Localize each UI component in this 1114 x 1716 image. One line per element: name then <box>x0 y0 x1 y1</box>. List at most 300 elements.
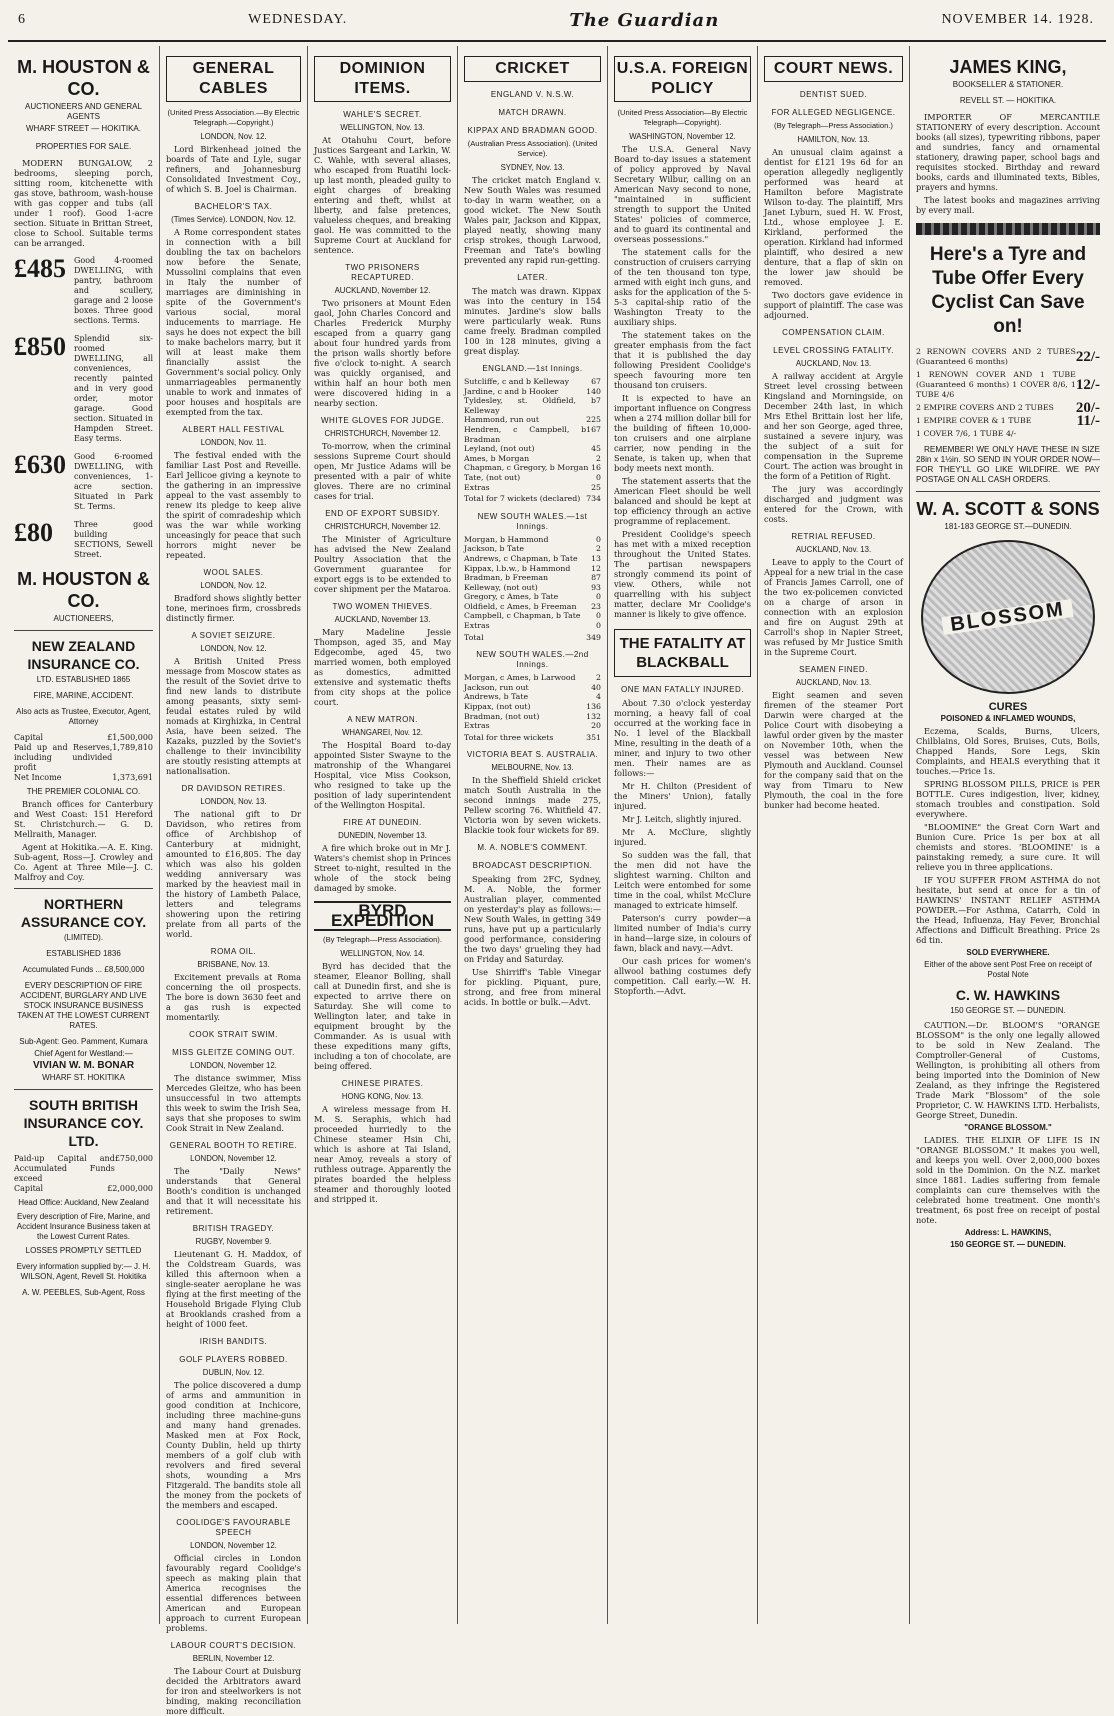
address-line: Address: L. HAWKINS, <box>964 1228 1052 1237</box>
score-row <box>464 396 601 415</box>
dominion-heading: DOMINION ITEMS. <box>314 56 451 102</box>
batsman: Campbell, c Chapman, b Tate <box>464 611 581 621</box>
score-row <box>464 473 601 483</box>
runs: 87 <box>591 573 601 583</box>
story-heading: BACHELOR'S TAX. <box>194 202 273 211</box>
story-heading: ALBERT HALL FESTIVAL <box>182 425 285 434</box>
offer-row <box>916 370 1100 400</box>
king-title: JAMES KING, <box>949 57 1067 77</box>
ladies-ad: LADIES. THE ELIXIR OF LIFE IS IN "ORANGE BLOSSOM." It makes you well, and keeps you well. Over 2,000,000 boxes sold in the Dominion. On the N.Z. market since 1881. Ladies suffering from female complaints can cure themselves with the celebrated home treatment. One month's treatment, 6s post free on receipt of postal note. <box>916 1135 1100 1225</box>
paragraph: About 7.30 o'clock yesterday morning, a heavy fall of coal occurred at the working face in No. 1 level of the Blackball Mine, resulting in the death of a miner, and injury to two other men. Their names are as follows:— <box>614 698 751 778</box>
paragraph: The statement asserts that the American Fleet should be well balanced and should be kept at top efficiency through an active programme of replacement. <box>614 476 751 526</box>
total-label: Total for three wickets <box>464 732 554 742</box>
batsman: Sutcliffe, c and b Kelleway <box>464 377 569 386</box>
score-row <box>464 573 601 583</box>
batsman: Hammond, run out <box>464 415 539 425</box>
cricket-h2: MATCH DRAWN. <box>498 108 567 117</box>
cricket-body-2: The match was drawn. Kippax was into the century in 154 minutes. Jardine's slow balls were particularly weak. Runs came freely. Bradman compiled 100 in 128 minutes, giving a great display. <box>464 286 601 356</box>
cures-body: Eczema, Scalds, Burns, Ulcers, Chilblains, Old Sores, Bruises, Cuts, Boils, Chapped Hands, Sore Legs, Skin Complaints, and HEALS everything that it touches.—Price 1s. <box>916 726 1100 776</box>
branch-offices: Branch offices for Canterbury and West Coast: 151 Hereford St. Christchurch.— G. D. Mellraith, Manager. <box>14 799 153 839</box>
paragraph: Paterson's curry powder—a limited number of India's curry in hand—large size, in colours of fawn, black and navy.—Advt. <box>614 913 751 953</box>
bungalow-ad: MODERN BUNGALOW, 2 bedrooms, sleeping porch, sitting room, kitchenette with gas stove, bathroom, wash-house with gas copper and tubs (all under 1 roof). Good 1-acre section. Situate in Brittan Street, close to School. Suitable terms can be arranged. <box>14 158 153 248</box>
northern-funds: Accumulated Funds ... £8,500,000 <box>22 965 145 974</box>
financial-label: Capital <box>14 1184 44 1193</box>
batsman: Andrews, c Chapman, b Tate <box>464 553 578 563</box>
column-court-news <box>758 46 910 1624</box>
divider <box>916 491 1100 492</box>
story-heading: WAHLE'S SECRET. <box>343 110 422 119</box>
byrd-credit: (By Telegraph—Press Association). <box>323 935 442 944</box>
compensation-heading: COMPENSATION CLAIM. <box>782 328 885 337</box>
cures-title: CURES <box>988 701 1028 713</box>
runs: 16 <box>591 463 601 473</box>
northern-wharf: WHARF ST. HOKITIKA <box>42 1073 125 1082</box>
runs: 12 <box>591 563 601 573</box>
masthead-date: NOVEMBER 14. 1928. <box>941 12 1094 27</box>
story-body: The Labour Court at Duisburg decided the Arbitrators award for iron and steelworkers is not binding, making reconciliation more difficult. <box>166 1666 301 1716</box>
houston-line1: AUCTIONEERS AND GENERAL AGENTS <box>25 102 142 121</box>
houston-title-2: M. HOUSTON & CO. <box>17 569 150 611</box>
batsman: Tyldesley, st. Oldfield, b Kelleway <box>464 396 597 415</box>
property-text: Splendid six-roomed DWELLING, all conveniences, recently painted and in very good order, motor garage. Good section. Situated in Hampden Street. Easy terms. <box>74 334 153 443</box>
paragraph: The statement calls for the construction of cruisers carrying of the ten thousand ton type, armed with eight inch guns, and asks for the application of the 5-5-3 capital-ship ratio of the Washington Treaty to the auxiliary ships. <box>614 247 751 327</box>
batsman: Extras <box>464 482 490 492</box>
score-row <box>464 387 601 397</box>
story-heading: END OF EXPORT SUBSIDY. <box>325 509 440 518</box>
byrd-date: WELLINGTON, Nov. 14. <box>340 949 425 958</box>
score-row <box>464 712 601 722</box>
court-body: An unusual claim against a dentist for £121 19s 6d for an operation allegedly negligently performed was heard at Hamilton before Magistrate Wilson to-day. The plaintiff, Mrs Janet Lyburn, sued H. W. Frost, Ltd., whose employee J. E. Kirkland, performed the operation. Kirkland had informed plaintiff, who desired a new denture, that a flap of skin on the lower jaw should be removed. <box>764 147 903 287</box>
paragraph: So sudden was the fall, that the men did not have the slightest warning. Chilton and Leitch were entombed for some time in the coal, whilst McClure managed to extricate himself. <box>614 850 751 910</box>
offer-row <box>916 429 1100 439</box>
runs: 0 <box>596 621 601 631</box>
financial-row <box>14 743 153 773</box>
nsw-second-heading: NEW SOUTH WALES.—2nd Innings. <box>476 650 589 670</box>
england-scorecard <box>464 377 601 492</box>
financial-value: £2,000,000 <box>107 1184 153 1193</box>
byrd-body: Byrd has decided that the steamer, Eleanor Bolling, shall call at Dunedin first, and she is expected to arrive there on Saturday. She will come to Wellington later, and take in equipment brought by the Commander. As is usual with these expeditions many gifts, including a ton of chocolate, are being offered. <box>314 961 451 1071</box>
court-h2: FOR ALLEGED NEGLIGENCE. <box>771 108 896 117</box>
score-row <box>464 583 601 593</box>
nsw-total <box>464 633 601 643</box>
compensation-body: A railway accident at Argyle Street level crossing between Kingsland and Morningside, on December 24th last, in which Mrs Ethel Brittain lost her life, and her son George, aged three, sustained a severe injury, was the subject of a suit for compensation in the Supreme Court. The action was brought in the form of a Petition of Right. <box>764 371 903 481</box>
column-cricket <box>458 46 608 1624</box>
cricket-h1: ENGLAND V. N.S.W. <box>490 90 575 99</box>
batsman: Kippax, (not out) <box>464 702 531 712</box>
northern-subagent: Sub-Agent: Geo. Pamment, Kumara <box>19 1037 148 1046</box>
seamen-body: Eight seamen and seven firemen of the steamer Port Darwin were charged at the Police Court with disobeying a lawful order given by the master on November 10th, when the vessel was between New Plymouth and Auckland. Counsel for the company said that on the way from Timaru to New Plymouth, the coal in the fore bunker had become heated. <box>764 690 903 810</box>
batsman: Chapman, c Gregory, b Morgan <box>464 463 589 473</box>
south-british-head: Head Office: Auckland, New Zealand <box>18 1198 149 1207</box>
property-list <box>14 256 153 560</box>
runs: 0 <box>596 472 601 482</box>
score-row <box>464 554 601 564</box>
king-addr: REVELL ST. — HOKITIKA. <box>959 96 1057 105</box>
batsman: Andrews, b Tate <box>464 692 529 702</box>
story-body: Two prisoners at Mount Eden gaol, John Charles Concord and Charles Frederick Murphy escaped from a quarry gang about four hundred yards from the prison walls shortly before five o'clock to-night. A search was quickly organised, and within half an hour both men were discovered hiding in a nearby section. <box>314 298 451 408</box>
hawkins-title: C. W. HAWKINS <box>955 987 1061 1003</box>
batsman: Bradman, b Freeman <box>464 573 549 583</box>
financial-row <box>14 733 153 743</box>
paragraph: Mr J. Leitch, slightly injured. <box>622 814 742 824</box>
story-heading: IRISH BANDITS. <box>199 1337 268 1346</box>
story-body: Excitement prevails at Roma concerning the oil prospects. The bore is down 3630 feet and a gas rush is expected momentarily. <box>166 972 301 1022</box>
court-heading: COURT NEWS. <box>764 56 903 82</box>
batsman: Kelleway, (not out) <box>464 582 538 592</box>
retrial-date: AUCKLAND, Nov. 13. <box>795 545 872 554</box>
story-heading: WHITE GLOVES FOR JUDGE. <box>320 416 445 425</box>
columns <box>8 46 1106 1716</box>
hawkins-addr: 150 GEORGE ST. — DUNEDIN. <box>950 1006 1066 1015</box>
property-text: Good 4-roomed DWELLING, with pantry, bathroom and scullery, garage and 2 loose boxes. Three good sections. Terms. <box>74 256 153 325</box>
south-british-title: SOUTH BRITISH INSURANCE COY. LTD. <box>23 1097 144 1149</box>
story-dateline: LONDON, Nov. 13. <box>200 797 267 806</box>
story-body: Mary Madeline Jessie Thompson, aged 35, and May Edgecombe, aged 45, two married women, both employed as domestics, admitted extensive and systematic thefts from city shops at the police court. <box>314 627 451 707</box>
story-body: The "Daily News" understands that General Booth's condition is unchanged and that it will necessitate his retirement. <box>166 1166 301 1216</box>
batsman: Leyland, (not out) <box>464 444 535 454</box>
address-line-2: 150 GEORGE ST. — DUNEDIN. <box>950 1240 1066 1249</box>
offer-text: 1 COVER 7/6, 1 TUBE 4/- <box>916 429 1017 438</box>
story-dateline: WELLINGTON, Nov. 13. <box>340 123 425 132</box>
total-label: Total for 7 wickets (declared) <box>464 494 581 504</box>
usa-credit: (United Press Association—By Electric Telegraph—Copyright). <box>617 108 748 127</box>
story-dateline: DUNEDIN, November 13. <box>338 831 427 840</box>
court-credit: (By Telegraph—Press Association.) <box>774 121 893 130</box>
runs: 2 <box>596 673 601 683</box>
masthead <box>0 2 1114 38</box>
nz-insurance-est: LTD. ESTABLISHED 1865 <box>36 675 131 684</box>
cricket-later: LATER. <box>517 273 548 282</box>
top-rule <box>8 40 1106 42</box>
scott-title: W. A. SCOTT & SONS <box>916 499 1100 519</box>
south-british-losses: LOSSES PROMPTLY SETTLED <box>25 1246 142 1255</box>
story-heading: COOLIDGE'S FAVOURABLE SPEECH <box>176 1518 291 1537</box>
masthead-day: WEDNESDAY. <box>248 12 348 27</box>
paragraph: President Coolidge's speech has met with a mixed reception throughout the United States. The partisan newspapers strongly commend its point of view. Others, while not quarrelling with his subject matter, declare Mr Coolidge's manner is likely to give offence. <box>614 529 751 619</box>
divider <box>14 630 153 631</box>
property-text: Three good building SECTIONS, Sewell Street. <box>74 520 153 559</box>
dominion-list <box>314 110 451 893</box>
runs: 225 <box>586 415 601 425</box>
paragraph: Mr A. McClure, slightly injured. <box>614 827 751 847</box>
batsman: Morgan, c Ames, b Larwood <box>464 673 576 683</box>
retrial-heading: RETRIAL REFUSED. <box>791 532 876 541</box>
houston-line2: WHARF STREET — HOKITIKA. <box>26 124 141 133</box>
houston-line3: PROPERTIES FOR SALE. <box>35 142 132 151</box>
story-dateline: LONDON, Nov. 11. <box>200 438 267 447</box>
score-row <box>464 377 601 387</box>
nz-insurance-acts: Also acts as Trustee, Executor, Agent, Attorney <box>16 707 151 726</box>
score-row <box>464 592 601 602</box>
usa-heading: U.S.A. FOREIGN POLICY <box>614 56 751 102</box>
batsman: Ames, b Morgan <box>464 453 530 463</box>
either-post-free: Either of the above sent Post Free on receipt of Postal Note <box>924 960 1092 979</box>
score-row <box>464 692 601 702</box>
story-dateline: BERLIN, November 12. <box>192 1654 275 1663</box>
byrd-heading: BYRD EXPEDITION <box>314 901 451 931</box>
fatality-paragraphs <box>614 698 751 996</box>
column-usa-policy <box>608 46 758 1624</box>
pirates-date: HONG KONG, Nov. 13. <box>341 1092 424 1101</box>
score-row <box>464 602 601 612</box>
financial-label: Paid up and Reserves, including undivided profit <box>14 743 113 772</box>
financial-label: Paid-up Capital and Accumulated Funds exceed <box>14 1154 115 1183</box>
south-british-peebles: A. W. PEEBLES, Sub-Agent, Ross <box>22 1288 145 1297</box>
vinegar-advt: Use Shirriff's Table Vinegar for pickling. Piquant, pure, strong, and free from mineral acids. In bottle or bulk.—Advt. <box>464 967 601 1008</box>
score-row <box>464 564 601 574</box>
runs: 140 <box>586 386 601 396</box>
paragraph: It is expected to have an important influence on Congress when a 274 million dollar bill for the building of fifteen 10,000-ton cruisers and one airplane carrier, now pending in the Senate, is taken up, when that body meets next month. <box>614 393 751 473</box>
noble-sub: BROADCAST DESCRIPTION. <box>472 861 593 871</box>
financial-label: Capital <box>14 733 44 742</box>
story-body: A fire which broke out in Mr J. Waters's chemist shop in Princes Street to-night, resulted in the whole of the stock being damaged by smoke. <box>314 843 451 893</box>
victoria-date: MELBOURNE, Nov. 13. <box>491 763 574 773</box>
general-cables-heading: GENERAL CABLES <box>166 56 301 102</box>
total-runs: 349 <box>586 632 601 642</box>
paragraph: The U.S.A. General Navy Board to-day issues a statement of policy approved by Naval Secretary Wilbur, calling on an American Navy second to none, "maintained in sufficient strength to support the United States' policies of commerce, and to guard its continental and overseas possessions." <box>614 144 751 244</box>
story-dateline: LONDON, November 12. <box>190 1061 277 1070</box>
northern-ltd: (LIMITED). <box>63 933 104 942</box>
court-h1: DENTIST SUED. <box>799 90 868 99</box>
runs: 0 <box>596 611 601 621</box>
runs: 13 <box>591 553 601 563</box>
divider <box>14 888 153 889</box>
compensation-date: AUCKLAND, Nov. 13. <box>795 359 872 368</box>
orange-blossom-title: "ORANGE BLOSSOM." <box>964 1123 1052 1132</box>
runs: 136 <box>586 702 601 712</box>
offer-text: 1 RENOWN COVER AND 1 TUBE (Guaranteed 6 months) 1 COVER 8/6, 1 TUBE 4/6 <box>916 370 1076 399</box>
score-row <box>464 721 601 731</box>
batsman: Oldfield, c Ames, b Freeman <box>464 601 577 611</box>
retrial-body: Leave to apply to the Court of Appeal for a new trial in the case of Francis James Carroll, one of the two ex-policemen convicted on a charge of arson in connection with an explosion and fire on August 29th at Carroll's shop in Napier Street, was refused by Mr Justice Smith in the Supreme Court. <box>764 557 903 657</box>
usa-date: WASHINGTON, November 12. <box>629 132 736 141</box>
story-heading: COOK STRAIT SWIM. <box>189 1030 278 1039</box>
victoria-body: In the Sheffield Shield cricket match South Australia in the second innings made 275, Pellew scoring 76. Whitfield 47. Victoria won by seven wickets. Blackie took four wickets for 89. <box>464 775 601 836</box>
paragraph: Mr H. Chilton (President of the Miners' Union), fatally injured. <box>614 781 751 811</box>
king-sub: BOOKSELLER & STATIONER. <box>952 80 1064 89</box>
offer-text: 1 EMPIRE COVER & 1 TUBE <box>916 416 1032 425</box>
runs: 0 <box>596 534 601 544</box>
runs: 2 <box>596 544 601 554</box>
south-british-info: Every information supplied by:— J. H. WILSON, Agent, Revell St. Hokitika <box>16 1262 151 1281</box>
cricket-credit: (Australian Press Association). (United Service). <box>467 139 598 158</box>
seamen-date: AUCKLAND, Nov. 13. <box>795 678 872 687</box>
south-british-financials <box>14 1154 153 1194</box>
story-dateline: CHRISTCHURCH, November 12. <box>324 429 441 438</box>
story-body: The Minister of Agriculture has advised the New Zealand Poultry Association that the Government guarantee for export eggs is to be extended to cover shipment per the Mataroa. <box>314 534 451 594</box>
northern-title: NORTHERN ASSURANCE COY. <box>20 896 147 930</box>
score-row <box>464 702 601 712</box>
runs: 25 <box>591 482 601 492</box>
paragraph: The statement takes on the greater emphasis from the fact that it is published the day following President Coolidge's speech favouring more ten thousand ton cruisers. <box>614 330 751 390</box>
batsman: Extras <box>464 721 490 731</box>
story-body: At Otahuhu Court, before Justices Sargeant and Larkin, W. C. Wahle, with several aliases, who escaped from Ruatihi lock-up last month, pleaded guilty to eight charges of breaking entering and theft, whilst at liberty, and false pretences, valueless cheques, and breaking gaol. He was committed to the Supreme Court at Auckland for sentence. <box>314 135 451 255</box>
runs: 45 <box>591 444 601 454</box>
story-dateline: LONDON, Nov. 12. <box>200 644 267 653</box>
story-heading: A SOVIET SEIZURE. <box>191 631 276 640</box>
column-general-cables <box>160 46 308 1716</box>
total-runs: 734 <box>586 494 601 504</box>
nsw-scorecard <box>464 535 601 631</box>
divider <box>14 1089 153 1090</box>
column-ads-houston <box>8 46 160 1624</box>
tyre-offers <box>916 347 1100 439</box>
court-body-2: Two doctors gave evidence in support of plaintiff. The case was adjourned. <box>764 290 903 320</box>
score-row <box>464 673 601 683</box>
financial-row <box>14 1154 153 1184</box>
offer-price: 22/- <box>1075 349 1100 365</box>
king-body: IMPORTER OF MERCANTILE STATIONERY of every description. Account books (all sizes), typewriting ribbons, paper and sundries, fancy and ornamental stationery, drawing paper, school bags and requisites stocked. Birthday and reward books, cards and illuminated texts, Bibles, prayers and hymns. <box>916 112 1100 192</box>
paragraph: Our cash prices for women's allwool bathing costumes defy competition. Call early.—W. H. Stopforth.—Advt. <box>614 956 751 996</box>
story-heading: TWO PRISONERS RECAPTURED. <box>345 263 420 282</box>
financial-value: 1,789,810 <box>112 743 153 752</box>
nsw-second-scorecard <box>464 673 601 731</box>
story-body: To-morrow, when the criminal sessions Supreme Court should open, Mr Justice Adams will be presented with a pair of white gloves. There are no criminal cases for trial. <box>314 441 451 501</box>
nz-insurance-title: NEW ZEALAND INSURANCE CO. <box>27 638 140 672</box>
runs: 40 <box>591 682 601 692</box>
seal-text: BLOSSOM <box>942 599 1074 635</box>
runs: 67 <box>591 377 601 386</box>
northern-desc: EVERY DESCRIPTION OF FIRE ACCIDENT, BURGLARY AND LIVE STOCK INSURANCE BUSINESS TAKEN AT THE LOWEST CURRENT RATES. <box>17 981 150 1030</box>
batsman: Jardine, c and b Hooker <box>464 386 559 396</box>
offer-row <box>916 413 1100 429</box>
england-innings-heading: ENGLAND.—1st Innings. <box>482 364 583 373</box>
financial-value: £750,000 <box>114 1154 153 1163</box>
king-mail: The latest books and magazines arriving by every mail. <box>916 195 1100 215</box>
runs: 167 <box>586 424 601 434</box>
story-dateline: DUBLIN, Nov. 12. <box>202 1368 265 1377</box>
pirates-heading: CHINESE PIRATES. <box>341 1079 424 1088</box>
story-dateline: AUCKLAND, November 12. <box>334 286 431 295</box>
score-row <box>464 621 601 631</box>
court-date: HAMILTON, Nov. 13. <box>797 135 870 144</box>
property-item <box>14 520 153 560</box>
noble-heading: M. A. NOBLE'S COMMENT. <box>477 843 588 853</box>
story-dateline: WHANGAREI, Nov. 12. <box>342 728 423 737</box>
story-body: A Rome correspondent states in connection with a bill doubling the tax on bachelors now before the Senate, Mussolini complains that even in Italy the number of marriages are diminishing in spite of the Government's various social, moral inducements to marriage. He says he does not expect the bill to make bachelors marry, but it will at least make them financially assist the Government's social policy. Only unmarriageables permanently unable to work and inmates of poor houses and hospitals are exempted from the tax. <box>166 227 301 417</box>
batsman: Extras <box>464 621 490 631</box>
story-heading: ROMA OIL. <box>210 947 257 956</box>
runs: 4 <box>596 692 601 702</box>
paper-title: The Guardian <box>569 9 720 31</box>
story-heading: LABOUR COURT'S DECISION. <box>170 1641 297 1650</box>
usa-paragraphs <box>614 144 751 619</box>
property-item <box>14 452 153 512</box>
story-heading: A NEW MATRON. <box>347 715 418 724</box>
northern-chief: Chief Agent for Westland:— <box>34 1049 133 1058</box>
story-body: Lieutenant G. H. Maddox, of the Coldstream Guards, was killed this afternoon when a single-seater aeroplane he was flying at the first meeting of the Household Brigade Flying Club at Brooklands crashed from a height of 1000 feet. <box>166 1249 301 1329</box>
runs: 0 <box>596 592 601 602</box>
story-dateline: CHRISTCHURCH, November 12. <box>324 522 441 531</box>
property-item <box>14 334 153 444</box>
pirates-body: A wireless message from H. M. S. Seraphis, which had proceeded hurriedly to the Chinese steamer Hsin Chi, which is ashore at Tai Island, near Amoy, reveals a story of ruthless outrage. Apparently the pirates boarded the helpless steamer and thoroughly looted and stripped it. <box>314 1104 451 1204</box>
story-body: The festival ended with the familiar Last Post and Reveille. Earl Jellicoe giving a keynote to the gathering in an impressive appeal to the vast assembly to renew its pledge to keep alive the spirit of comradeship which was the war while working unceasingly for peace that such horrors might never be repeated. <box>166 450 301 560</box>
offer-row <box>916 400 1100 416</box>
column-dominion-items <box>308 46 458 1624</box>
story-heading: BRITISH TRAGEDY. <box>192 1224 275 1233</box>
score-row <box>464 454 601 464</box>
offer-text: 2 EMPIRE COVERS AND 2 TUBES <box>916 403 1054 412</box>
batsman: Bradman, (not out) <box>464 711 540 721</box>
batsman: Gregory, c Ames, b Tate <box>464 592 559 602</box>
story-body: A British United Press message from Moscow states as the result of the Soviet drive to find new lands to distribute among peasants, sixty semi-feudal estates ruled by wild nomads at Kirghizka, in Central Asia, have been seized. The Kazaks, puzzled by the Soviet's challenge to their invincibility are stoutly resisting attempts at nationalisation. <box>166 656 301 776</box>
runs: 23 <box>591 601 601 611</box>
asthma-ad: IF YOU SUFFER FROM ASTHMA do not hesitate, but send at once for a tin of HAWKINS' INSTANT RELIEF ASTHMA POWDER.—For Asthma, Catarrh, Cold in the Head, Influenza, Hay Fever, Bronchial Affections and Difficult Breathing. Price 2s 6d tin. <box>916 875 1100 945</box>
story-dateline: LONDON, November 12. <box>190 1541 277 1550</box>
scott-addr: 181-183 GEORGE ST.—DUNEDIN. <box>944 522 1072 531</box>
story-body: The distance swimmer, Miss Mercedes Gleitze, who has been unsuccessful in two attempts this week to swim the Irish Sea, says that she proposes to swim Cook Strait in New Zealand. <box>166 1073 301 1133</box>
sold-everywhere: SOLD EVERYWHERE. <box>966 948 1050 957</box>
nsw-innings-heading: NEW SOUTH WALES.—1st Innings. <box>477 511 588 531</box>
decorative-band <box>916 223 1100 235</box>
score-row <box>464 544 601 554</box>
story-body: Official circles in London favourably regard Coolidge's speech as making plain that America recognises the essential differences between American and European approach to current European problems. <box>166 1553 301 1633</box>
blossom-seal-logo <box>921 540 1095 694</box>
level-crossing-heading: LEVEL CROSSING FATALITY. <box>773 346 894 355</box>
batsman: Jackson, b Tate <box>464 544 524 554</box>
fatality-sub: ONE MAN FATALLY INJURED. <box>621 685 744 694</box>
offer-price: 20/- <box>1075 400 1100 416</box>
batsman: Morgan, b Hammond <box>464 534 549 544</box>
bloomine-ad: "BLOOMINE" the Great Corn Wart and Bunion Cure. Price 1s per box at all chemists and stores. 'BLOOMINE' is a painstaking remedy, a sure cure. It will relieve you in three applications. <box>916 822 1100 872</box>
england-total <box>464 494 601 504</box>
story-dateline: (Times Service). LONDON, Nov. 12. <box>171 215 296 224</box>
pills-ad: SPRING BLOSSOM PILLS, PRICE is PER BOTTLE. Cures indigestion, liver, kidney, stomach troubles and constipation. Sold everywhere. <box>916 779 1100 819</box>
northern-est: ESTABLISHED 1836 <box>46 949 121 958</box>
story-dateline: LONDON, November 12. <box>190 1154 277 1163</box>
score-row <box>464 483 601 493</box>
batsman: Kippax, l.b.w., b Hammond <box>464 563 571 573</box>
seamen-heading: SEAMEN FINED. <box>799 665 868 674</box>
nsw-second-total <box>464 733 601 743</box>
runs: 20 <box>591 721 601 731</box>
property-price: £850 <box>14 332 66 361</box>
south-british-every: Every description of Fire, Marine, and Accident Insurance Business taken at the Lowest Current Rates. <box>16 1212 151 1241</box>
fatality-heading: THE FATALITY AT BLACKBALL <box>614 629 751 677</box>
property-item <box>14 256 153 326</box>
houston-title: M. HOUSTON & CO. <box>17 57 150 99</box>
batsman: Tate, (not out) <box>464 472 521 482</box>
cables-list <box>166 132 301 1716</box>
nz-insurance-financials <box>14 733 153 783</box>
batsman: Jackson, run out <box>464 682 529 692</box>
total-label: Total <box>464 632 484 642</box>
financial-row <box>14 1184 153 1194</box>
property-price: £80 <box>14 518 53 547</box>
financial-value: £1,500,000 <box>107 733 153 742</box>
houston-sub-2: AUCTIONEERS, <box>53 614 114 623</box>
caution-ad: CAUTION.—Dr. BLOOM'S "ORANGE BLOSSOM" is the only one legally allowed to be sold in New Zealand. The Comptroller-General of Customs, Wellington, is prohibiting all others from being imported into the Dominion of New Zealand, as they infringe the Registered Trade Mark "Blossom" of the sole Proprietor, C. W. HAWKINS LTD. Herbalists, George Street, Dunedin. <box>916 1020 1100 1120</box>
property-text: Good 6-roomed DWELLING, with conveniences, 1-acre section. Situated in Park St. Terms. <box>74 452 153 511</box>
story-body: Lord Birkenhead joined the boards of Tate and Lyle, sugar refiners, and Johannesburg Consolidated Investment Coy., of which S. B. Joel is Chairman. <box>166 144 301 194</box>
cricket-date: SYDNEY, Nov. 13. <box>500 163 565 172</box>
noble-body: Speaking from 2FC, Sydney, M. A. Noble, the former Australian player, commented on yesterday's play as follows:— New South Wales, in getting 349 runs, have put up a particularly good performance, considering the two days' grueling they had on Friday and Saturday. <box>464 874 601 965</box>
story-dateline: AUCKLAND, November 13. <box>334 615 431 624</box>
runs: 2 <box>596 453 601 463</box>
story-dateline: BRISBANE, Nov. 13. <box>197 960 270 969</box>
story-heading: GOLF PLAYERS ROBBED. <box>179 1355 288 1364</box>
story-body: The Hospital Board to-day appointed Sister Swayne to the matronship of the Whangarei Hospital, vice Miss Cookson, who resigned to take up the position of lady superintendent of the Wellington Hospital. <box>314 740 451 810</box>
offer-text: 2 RENOWN COVERS AND 2 TUBES (Guaranteed 6 months) <box>916 347 1076 366</box>
story-dateline: LONDON, Nov. 12. <box>200 132 267 141</box>
tyre-offer-title: Here's a Tyre and Tube Offer Every Cyclist Can Save on! <box>929 244 1087 337</box>
story-heading: TWO WOMEN THIEVES. <box>332 602 433 611</box>
story-heading: WOOL SALES. <box>203 568 264 577</box>
runs: 93 <box>591 582 601 592</box>
story-body: The national gift to Dr Davidson, who retires from office of Archbishop of Canterbury at midnight, amounted to £16,805. The day which was also his golden wedding anniversary was marked by the heaviest mail in the history of Lambeth Palace, letters and telegrams showering upon the retiring prelate from all parts of the world. <box>166 809 301 939</box>
story-body: Bradford shows slightly better tone, merinoes firm, crossbreds distinctly firmer. <box>166 593 301 623</box>
score-row <box>464 463 601 473</box>
